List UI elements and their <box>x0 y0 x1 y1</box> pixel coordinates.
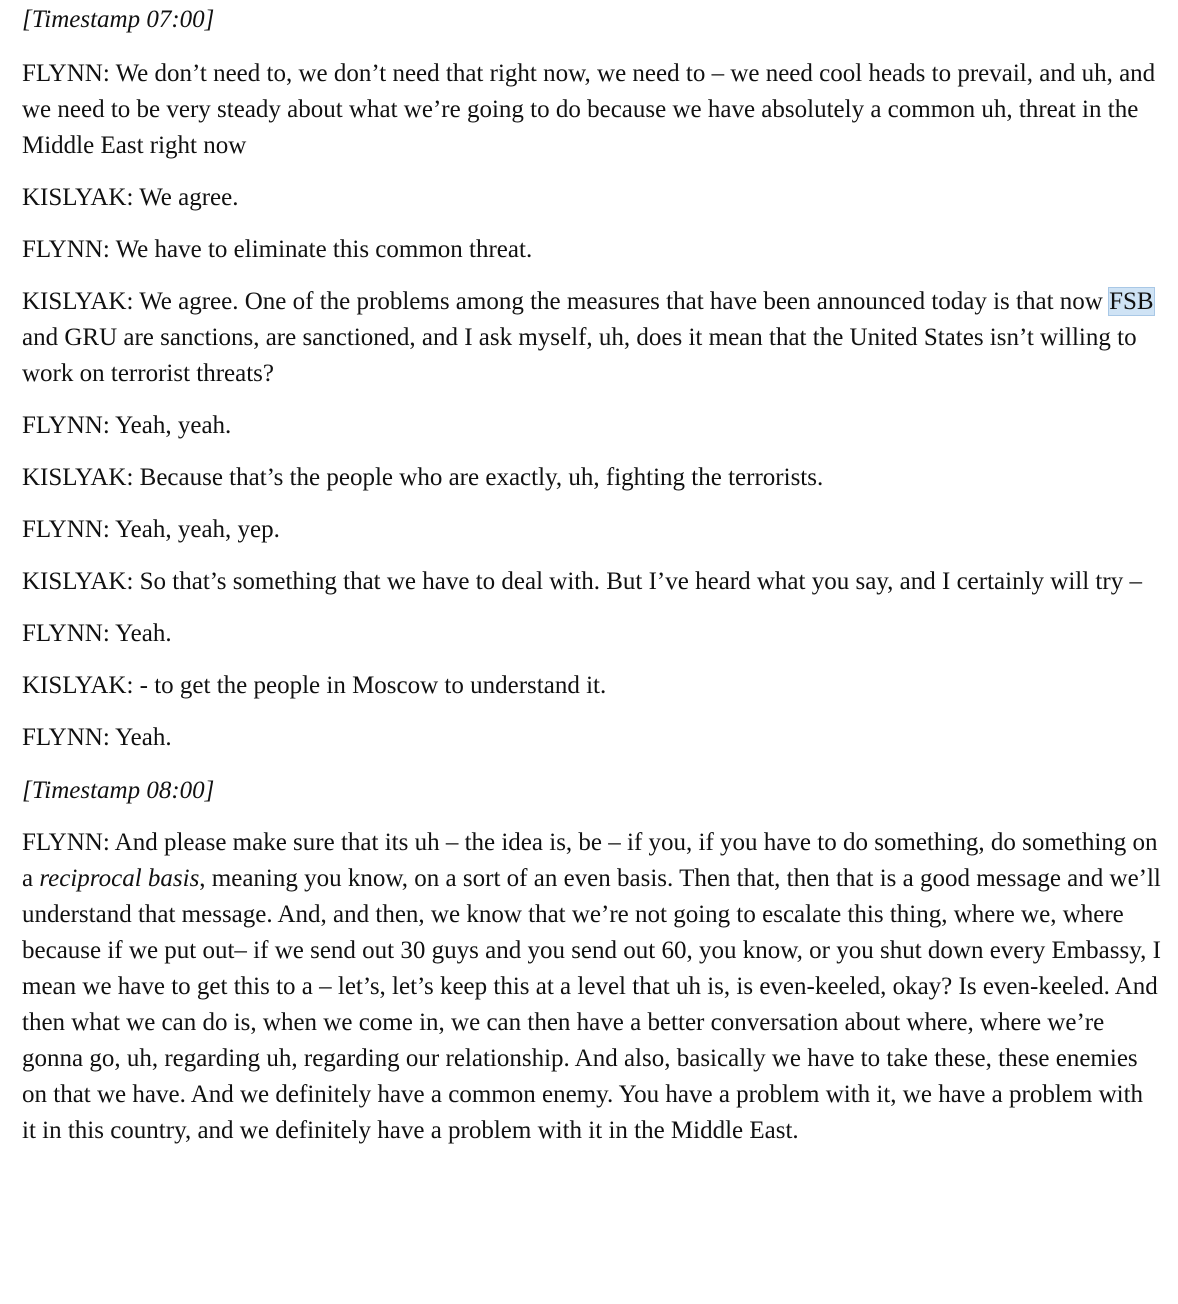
flynn-statement-2: FLYNN: We have to eliminate this common threat. <box>22 236 533 263</box>
kislyak-statement-4: KISLYAK: So that’s something that we have to deal with. But I’ve heard what you say, and I certainly will try – <box>22 568 1142 595</box>
flynn-statement-6: FLYNN: Yeah. <box>22 724 172 751</box>
kislyak-statement-2-part-a: KISLYAK: We agree. One of the problems among the measures that have been announced today is that now <box>22 288 1110 315</box>
transcript-page <box>22 0 1162 1149</box>
kislyak-statement-2 <box>22 284 1162 392</box>
flynn-statement-7-part-b: , meaning you know, on a sort of an even basis. Then that, then that is a good message and we’ll understand that message. And, and then, we know that we’re not going to escalate this thing, where we, where because if we put out– if we send out 30 guys and you send out 60, you know, or you shut down every Embassy, I mean we have to get this to a – let’s, let’s keep this at a level that uh is, is even-keeled, okay? Is even-keeled. And then what we can do is, when we come in, we can then have a better conversation about where, where we’re gonna go, uh, regarding uh, regarding our relationship. And also, basically we have to take these, these enemies on that we have. And we definitely have a common enemy. You have a problem with it, we have a problem with it in this country, and we definitely have a problem with it in the Middle East. <box>22 865 1161 1144</box>
flynn-statement-4: FLYNN: Yeah, yeah, yep. <box>22 516 280 543</box>
highlighted-term-fsb: FSB <box>1109 288 1154 315</box>
kislyak-statement-3: KISLYAK: Because that’s the people who are exactly, uh, fighting the terrorists. <box>22 464 824 491</box>
timestamp-0700: [Timestamp 07:00] <box>22 6 215 33</box>
flynn-statement-1: FLYNN: We don’t need to, we don’t need that right now, we need to – we need cool heads to prevail, and uh, and we need to be very steady about what we’re going to do because we have absolutely a common uh, threat in the Middle East right now <box>22 60 1156 159</box>
kislyak-statement-5: KISLYAK: - to get the people in Moscow to understand it. <box>22 672 607 699</box>
kislyak-statement-1: KISLYAK: We agree. <box>22 184 239 211</box>
emphasis-reciprocal-basis: reciprocal basis <box>39 865 200 892</box>
flynn-statement-7-part-a: FLYNN: And please make sure that its uh – the idea is, be – if you, if you have to do something, do something on a <box>22 829 1158 892</box>
flynn-statement-7 <box>22 825 1162 1149</box>
flynn-statement-3: FLYNN: Yeah, yeah. <box>22 412 232 439</box>
flynn-statement-5: FLYNN: Yeah. <box>22 620 172 647</box>
timestamp-0800: [Timestamp 08:00] <box>22 777 215 804</box>
kislyak-statement-2-part-b: and GRU are sanctions, are sanctioned, and I ask myself, uh, does it mean that the United States isn’t willing to work on terrorist threats? <box>22 324 1137 387</box>
